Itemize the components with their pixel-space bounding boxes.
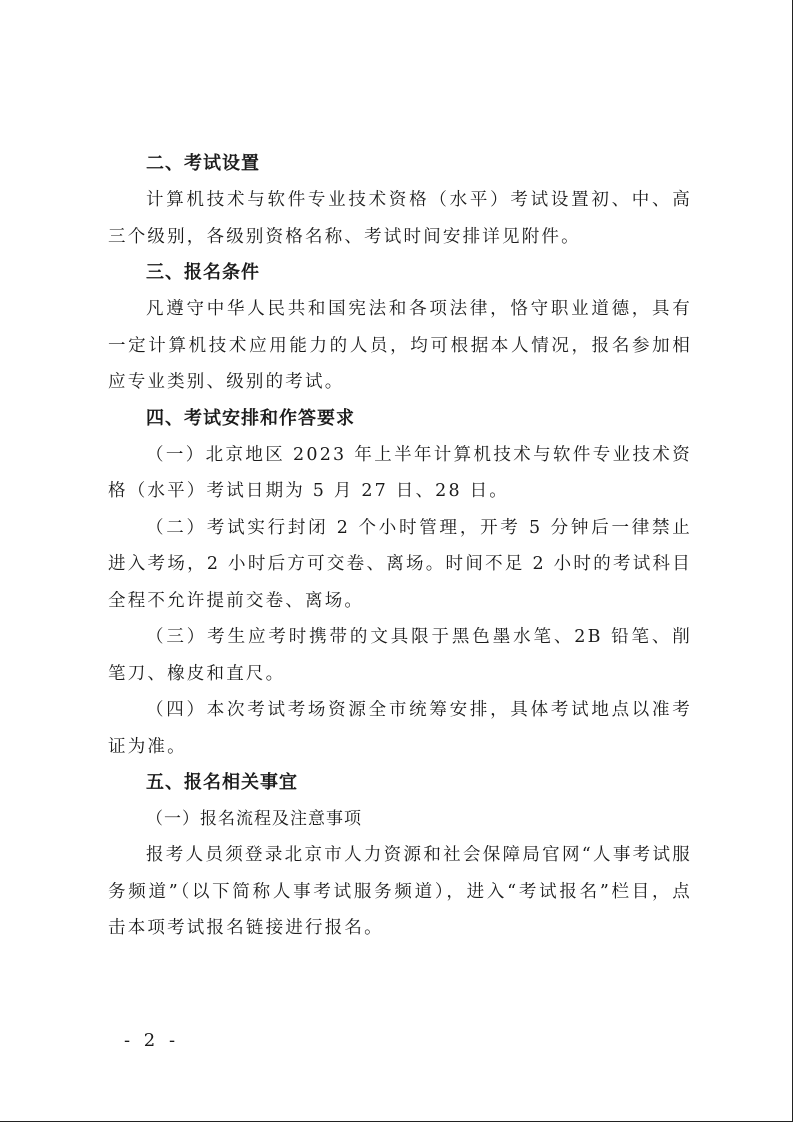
sub-heading-registration-process: （一）报名流程及注意事项 [146,809,362,829]
paragraph-stationery: （三）考生应考时携带的文具限于黑色墨水笔、2B 铅笔、削笔刀、橡皮和直尺。 [108,627,692,684]
paragraph-exam-setup: 计算机技术与软件专业技术资格（水平）考试设置初、中、高三个级别，各级别资格名称、考试时间安排详见附件。 [108,190,692,247]
paragraph-exam-location: （四）本次考试考场资源全市统筹安排，具体考试地点以准考证为准。 [108,700,692,757]
section-heading-registration: 五、报名相关事宜 [146,772,298,793]
page-number: - 2 - [124,1030,180,1051]
paragraph-registration-process: 报考人员须登录北京市人力资源和社会保障局官网“人事考试服务频道”（以下简称人事考试服务频道），进入“考试报名”栏目，点击本项考试报名链接进行报名。 [108,845,692,938]
paragraph-eligibility: 凡遵守中华人民共和国宪法和各项法律，恪守职业道德，具有一定计算机技术应用能力的人员，均可根据本人情况，报名参加相应专业类别、级别的考试。 [108,299,692,392]
section-heading-eligibility: 三、报名条件 [146,262,260,283]
section-heading-exam-setup: 二、考试设置 [146,153,260,174]
paragraph-exam-date: （一）北京地区 2023 年上半年计算机技术与软件专业技术资格（水平）考试日期为 5 月 27 日、28 日。 [108,444,692,501]
document-body [108,146,692,947]
paragraph-exam-rules: （二）考试实行封闭 2 个小时管理，开考 5 分钟后一律禁止进入考场，2 小时后方可交卷、离场。时间不足 2 小时的考试科目全程不允许提前交卷、离场。 [108,517,692,611]
section-heading-exam-arrangement: 四、考试安排和作答要求 [146,407,355,429]
